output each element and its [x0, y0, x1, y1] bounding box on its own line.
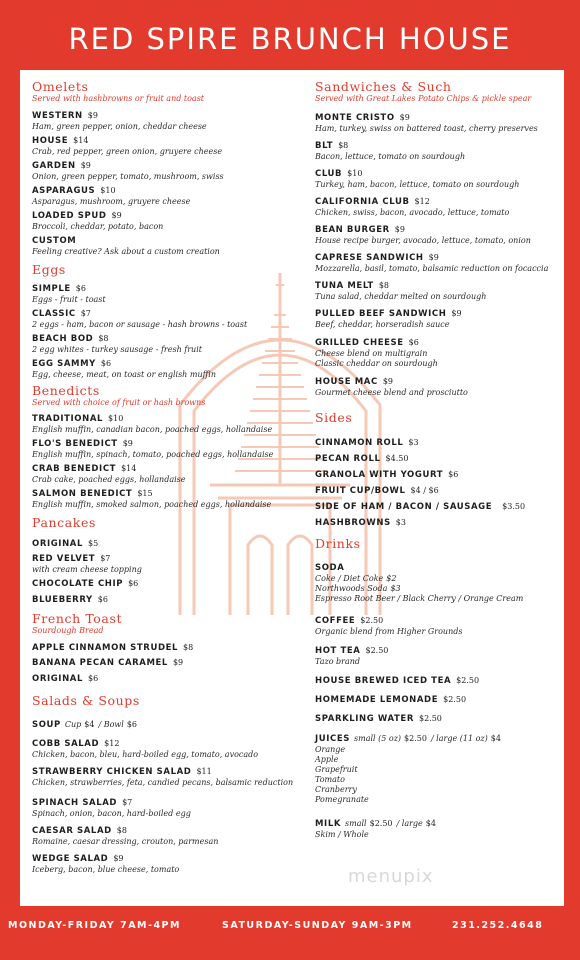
item-name: CINNAMON ROLL [315, 438, 404, 448]
menu-item [315, 137, 560, 162]
menu-item [315, 450, 560, 465]
menu-item [315, 165, 560, 190]
item-name: SPARKLING WATER [315, 714, 414, 724]
omelets-section [32, 80, 302, 104]
item-desc: Ham, green pepper, onion, cheddar cheese [32, 122, 207, 131]
milk-types: Skim / Whole [315, 830, 369, 839]
item-desc: Feeling creative? Ask about a custom creation [32, 247, 220, 256]
item-desc: Beef, cheddar, horseradish sauce [315, 320, 450, 329]
item-price: $9 [87, 111, 98, 120]
menu-item [32, 735, 302, 760]
item-price: $8 [98, 334, 109, 343]
footer-phone: 231.252.4648 [452, 920, 544, 931]
item-name: WESTERN [32, 111, 83, 121]
soda-price-1: $2 [386, 574, 397, 583]
item-desc: Chicken, strawberries, feta, candied pecans, balsamic reduction [32, 778, 294, 787]
juice-large-label: / large (11 oz) [430, 734, 488, 743]
item-name: BANANA PECAN CARAMEL [32, 658, 168, 668]
item-price: $2.50 [456, 676, 480, 685]
item-price: $2.50 [443, 695, 467, 704]
item-desc: Iceberg, bacon, blue cheese, tomato [32, 865, 180, 874]
item-desc: Tuna salad, cheddar melted on sourdough [315, 292, 487, 301]
item-desc: Turkey, ham, bacon, lettuce, tomato on sourdough [315, 180, 520, 189]
item-name: CLUB [315, 169, 343, 179]
section-header: Omelets [32, 79, 89, 94]
section-header: Salads & Soups [32, 693, 140, 708]
item-price: $3 [395, 518, 406, 527]
item-name: LOADED SPUD [32, 211, 107, 221]
benedicts-section [32, 384, 302, 408]
item-name: PECAN ROLL [315, 454, 381, 464]
item-price: $9 [394, 225, 405, 234]
menu-item [32, 639, 302, 654]
menu-item [32, 280, 302, 305]
menu-item [32, 550, 302, 575]
item-price: $3.50 [502, 502, 526, 511]
menu-item [315, 612, 560, 637]
menu-item [32, 132, 302, 157]
menu-item [32, 107, 302, 132]
item-price: $3 [408, 438, 419, 447]
item-name: SODA [315, 563, 345, 573]
item-desc: English muffin, canadian bacon, poached eggs, hollandaise [32, 425, 273, 434]
item-price: $5 [87, 539, 99, 548]
soup-bowl-price: $6 [126, 720, 138, 729]
item-price: $6 [128, 579, 139, 588]
menu-item [32, 207, 302, 232]
item-desc: Chicken, bacon, bleu, hard-boiled egg, tomato, avocado [32, 750, 259, 759]
item-price: $6 [97, 595, 108, 604]
item-name: MILK [315, 819, 342, 829]
item-price: $7 [122, 798, 133, 807]
section-header: Benedicts [32, 383, 100, 398]
item-desc: Tazo brand [315, 657, 361, 666]
item-name: HOMEMADE LEMONADE [315, 695, 439, 705]
drinks-section [315, 537, 560, 551]
item-price: $2.50 [365, 646, 389, 655]
item-desc: House recipe burger, avocado, lettuce, tomato, onion [315, 236, 531, 245]
soup-cup-price: $4 [84, 720, 95, 729]
item-price: $9 [399, 113, 410, 122]
item-price: $8 [183, 643, 194, 652]
juice-large-price: $4 [490, 734, 501, 743]
menu-item [315, 514, 560, 529]
item-name: APPLE CINNAMON STRUDEL [32, 643, 179, 653]
item-price: $10 [108, 414, 124, 423]
item-price: $8 [338, 141, 349, 150]
item-name: SOUP [32, 720, 61, 730]
menu-item [32, 654, 302, 669]
item-name: SIDE OF HAM / BACON / SAUSAGE [315, 502, 493, 512]
item-price: $4.50 [385, 454, 409, 463]
juice-flavor: Cranberry [315, 785, 357, 794]
item-name: GRILLED CHEESE [315, 338, 404, 348]
menu-item-juices [315, 730, 560, 805]
item-desc: Organic blend from Higher Grounds [315, 627, 463, 636]
milk-large-label: / large [396, 819, 423, 828]
item-name: BLUEBERRY [32, 595, 93, 605]
menu-item [32, 410, 302, 435]
item-desc: Bacon, lettuce, tomato on sourdough [315, 152, 466, 161]
item-price: $12 [104, 739, 120, 748]
menu-item [32, 232, 302, 257]
item-name: BEACH BOD [32, 334, 94, 344]
menu-item [315, 277, 560, 302]
menu-item [315, 249, 560, 274]
item-desc: Broccoli, cheddar, potato, bacon [32, 222, 164, 231]
item-desc: Gourmet cheese blend and prosciutto [315, 388, 468, 397]
item-name: GRANOLA WITH YOGURT [315, 470, 444, 480]
menu-item [315, 710, 560, 725]
soda-line-1: Coke / Diet Coke [315, 574, 384, 583]
item-price: $6 [75, 284, 86, 293]
item-price: $10 [100, 186, 116, 195]
menu-item-milk [315, 815, 560, 840]
item-price: $2.50 [360, 616, 384, 625]
item-name: BEAN BURGER [315, 225, 390, 235]
menu-item [32, 822, 302, 847]
menu-item [32, 763, 302, 788]
menu-item [315, 434, 560, 449]
section-header: Pancakes [32, 515, 96, 530]
item-name: FRUIT CUP/BOWL [315, 486, 406, 496]
menu-item [315, 691, 560, 706]
item-name: WEDGE SALAD [32, 854, 109, 864]
item-price: $8 [116, 826, 127, 835]
item-price: $7 [80, 309, 91, 318]
menu-item [32, 485, 302, 510]
item-desc: Mozzarella, basil, tomato, balsamic reduction on focaccia [315, 264, 549, 273]
menu-item [32, 182, 302, 207]
item-name: ORIGINAL [32, 539, 83, 549]
menu-item [315, 672, 560, 687]
item-desc: with cream cheese topping [32, 565, 142, 574]
menu-item [32, 460, 302, 485]
item-price: $10 [347, 169, 363, 178]
item-price: $9 [382, 377, 393, 386]
juice-flavor: Apple [315, 755, 339, 764]
section-header: Sandwiches & Such [315, 79, 452, 94]
soda-line-2: Northwoods Soda [315, 584, 388, 593]
menu-item [32, 591, 302, 606]
item-price: $6 [87, 674, 99, 683]
salads-section [32, 694, 302, 708]
section-subtitle: Served with hashbrowns or fruit and toast [32, 94, 205, 103]
item-price: $8 [378, 281, 390, 290]
soup-cup-label: Cup [64, 720, 82, 729]
menu-item [315, 373, 560, 398]
section-header: French Toast [32, 611, 123, 626]
item-price: $7 [100, 554, 111, 563]
menu-item [315, 305, 560, 330]
juice-small-price: $2.50 [404, 734, 427, 743]
item-name: PULLED BEEF SANDWICH [315, 309, 447, 319]
item-price: $9 [113, 854, 124, 863]
item-price: $9 [80, 161, 91, 170]
menu-item [32, 157, 302, 182]
menupix-watermark-logo: menupix [348, 866, 434, 887]
item-name: SPINACH SALAD [32, 798, 118, 808]
menu-item [315, 193, 560, 218]
item-name: BLT [315, 141, 334, 151]
item-name: CALIFORNIA CLUB [315, 197, 410, 207]
item-desc: Onion, green pepper, tomato, mushroom, swiss [32, 172, 224, 181]
item-name: EGG SAMMY [32, 359, 96, 369]
item-name: SIMPLE [32, 284, 71, 294]
item-price: $15 [137, 489, 153, 498]
item-name: CLASSIC [32, 309, 76, 319]
item-desc: Egg, cheese, meat, on toast or english muffin [32, 370, 216, 379]
soup-bowl-label: / Bowl [98, 720, 124, 729]
item-price: $6 [448, 470, 459, 479]
item-desc: 2 egg whites - turkey sausage - fresh fruit [32, 345, 202, 354]
item-name: CHOCOLATE CHIP [32, 579, 124, 589]
item-name: HOUSE MAC [315, 377, 378, 387]
juice-flavor: Pomegranate [315, 795, 369, 804]
menu-item [32, 305, 302, 330]
sides-section [315, 411, 560, 425]
item-name: HASHBROWNS [315, 518, 391, 528]
item-name: CRAB BENEDICT [32, 464, 117, 474]
eggs-section [32, 263, 302, 277]
menu-item [315, 498, 560, 513]
menu-item [32, 670, 302, 685]
menu-item [32, 575, 302, 590]
menu-item [32, 850, 302, 875]
item-name: SALMON BENEDICT [32, 489, 133, 499]
pancakes-section [32, 516, 302, 530]
menu-item [315, 221, 560, 246]
item-desc: Crab cake, poached eggs, hollandaise [32, 475, 186, 484]
footer-weekend-hours: SATURDAY-SUNDAY 9AM-3PM [222, 920, 413, 931]
milk-small-price: $2.50 [369, 819, 393, 828]
item-name: TUNA MELT [315, 281, 374, 291]
item-price: $9 [122, 439, 133, 448]
item-name: TRADITIONAL [32, 414, 104, 424]
menu-panel [20, 70, 564, 906]
item-price: $2.50 [418, 714, 442, 723]
juice-flavor: Grapefruit [315, 765, 358, 774]
item-name: ORIGINAL [32, 674, 83, 684]
section-header: Drinks [315, 536, 361, 551]
restaurant-title: RED SPIRE BRUNCH HOUSE [68, 22, 512, 56]
section-subtitle: Sourdough Bread [32, 626, 104, 635]
section-header: Sides [315, 410, 353, 425]
item-name: FLO'S BENEDICT [32, 439, 118, 449]
item-desc: Chicken, swiss, bacon, avocado, lettuce, tomato [315, 208, 510, 217]
item-desc-2: Classic cheddar on sourdough [315, 359, 438, 368]
section-subtitle: Served with choice of fruit or hash browns [32, 398, 206, 407]
item-name: ASPARAGUS [32, 186, 96, 196]
item-price: $14 [73, 136, 89, 145]
juice-flavor: Orange [315, 745, 346, 754]
item-price: $12 [414, 197, 430, 206]
item-name: CAESAR SALAD [32, 826, 112, 836]
juice-small-label: small (5 oz) [354, 734, 402, 743]
item-desc: Romaine, caesar dressing, crouton, parmesan [32, 837, 219, 846]
item-name: JUICES [315, 734, 350, 744]
menu-item [315, 482, 560, 497]
menu-item [32, 794, 302, 819]
item-price: $4 / $6 [410, 486, 439, 495]
item-price: $14 [121, 464, 137, 473]
item-price: $6 [100, 359, 112, 368]
item-name: CAPRESE SANDWICH [315, 253, 424, 263]
menu-item-soda [315, 559, 560, 604]
menu-item [315, 466, 560, 481]
juice-flavor: Tomato [315, 775, 345, 784]
item-desc: Cheese blend on multigrain [315, 349, 428, 358]
item-desc: Spinach, onion, bacon, hard-boiled egg [32, 809, 191, 818]
item-desc: Asparagus, mushroom, gruyere cheese [32, 197, 191, 206]
sandwiches-section [315, 80, 560, 104]
footer-weekday-hours: MONDAY-FRIDAY 7AM-4PM [8, 920, 181, 931]
item-name: MONTE CRISTO [315, 113, 395, 123]
menu-item [32, 435, 302, 460]
item-desc: English muffin, spinach, tomato, poached eggs, hollandaise [32, 450, 274, 459]
milk-large-price: $4 [425, 819, 436, 828]
item-name: COBB SALAD [32, 739, 100, 749]
item-name: COFFEE [315, 616, 356, 626]
french-toast-section [32, 612, 302, 636]
item-desc: Ham, turkey, swiss on battered toast, cherry preserves [315, 124, 538, 133]
item-name: RED VELVET [32, 554, 96, 564]
soda-price-2: $3 [390, 584, 401, 593]
item-price: $9 [172, 658, 184, 667]
menu-item [32, 355, 302, 380]
item-price: $11 [196, 767, 212, 776]
section-subtitle: Served with Great Lakes Potato Chips & pickle spear [315, 94, 532, 103]
menu-item [32, 535, 302, 550]
menu-item [32, 716, 302, 731]
item-desc: Eggs - fruit - toast [32, 295, 106, 304]
item-price: $9 [428, 253, 439, 262]
item-price: $6 [408, 338, 419, 347]
milk-small-label: small [345, 819, 367, 828]
item-name: CUSTOM [32, 236, 77, 246]
menu-item [315, 334, 560, 369]
item-price: $9 [451, 309, 462, 318]
item-name: HOUSE BREWED ICED TEA [315, 676, 452, 686]
menu-item [32, 330, 302, 355]
item-name: STRAWBERRY CHICKEN SALAD [32, 767, 192, 777]
item-price: $9 [111, 211, 122, 220]
item-desc: Crab, red pepper, green onion, gruyere cheese [32, 147, 223, 156]
item-name: GARDEN [32, 161, 76, 171]
item-desc: English muffin, smoked salmon, poached eggs, hollandaise [32, 500, 272, 509]
menu-item [315, 109, 560, 134]
soda-line-3: Espresso Root Beer / Black Cherry / Orange Cream [315, 594, 524, 603]
item-name: HOUSE [32, 136, 69, 146]
item-desc: 2 eggs - ham, bacon or sausage - hash browns - toast [32, 320, 248, 329]
section-header: Eggs [32, 262, 66, 277]
menu-item [315, 642, 560, 667]
item-name: HOT TEA [315, 646, 361, 656]
